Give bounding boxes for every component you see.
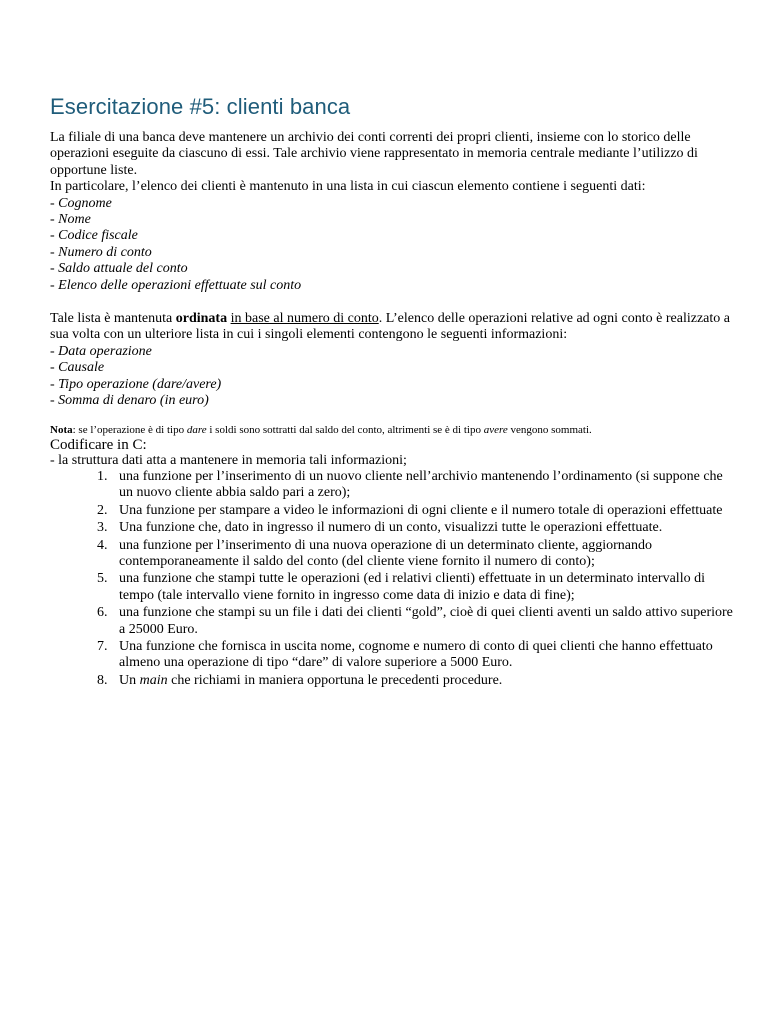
task-number: 8. (97, 672, 108, 688)
operation-fields-list (50, 344, 740, 410)
task-item (50, 520, 740, 536)
task-text: una funzione per l’inserimento di un nuovo cliente nell’archivio mantenendo l’ordinamento (si suppone che un nuovo cliente abbia saldo pari a zero); (119, 468, 723, 501)
task-text: Una funzione per stampare a video le informazioni di ogni cliente e il numero totale di operazioni effettuate (119, 502, 723, 518)
task-number: 3. (97, 520, 108, 536)
intro-paragraph-2: In particolare, l’elenco dei clienti è mantenuto in una lista in cui ciascun elemento contiene i seguenti dati: (50, 179, 646, 195)
task-text: una funzione per l’inserimento di una nuova operazione di un determinato cliente, aggiornando contemporaneamente il saldo del conto (del cliente viene fornito il numero di conto); (119, 537, 652, 569)
spacer (50, 294, 740, 311)
task-number: 1. (97, 468, 108, 484)
task-item (50, 469, 740, 502)
codify-heading: Codificare in C: (50, 436, 147, 453)
task-item (50, 673, 740, 689)
task-number: 2. (97, 502, 108, 518)
list-item: - Causale (50, 360, 105, 376)
task-item (50, 503, 740, 519)
list-item: - Cognome (50, 195, 112, 211)
note-dare-term: dare (186, 423, 207, 436)
task-number: 7. (97, 638, 108, 654)
list-item: - Saldo attuale del conto (50, 261, 188, 277)
task-number: 4. (97, 537, 108, 553)
task-main-term: main (139, 672, 168, 688)
note-text: vengono sommati. (507, 423, 592, 436)
list-item: - Nome (50, 212, 91, 228)
task-list (50, 469, 740, 689)
ordering-paragraph (50, 311, 740, 344)
note-paragraph (50, 423, 740, 437)
page-title: Esercitazione #5: clienti banca (50, 94, 351, 119)
ordering-underlined-text: in base al numero di conto (230, 311, 379, 327)
note-avere-term: avere (483, 423, 508, 436)
document-page (50, 92, 740, 690)
task-text: Una funzione che fornisca in uscita nome, cognome e numero di conto di quei clienti che hanno effettuato almeno una operazione di tipo “dare” di valore superiore a 5000 Euro. (119, 638, 713, 671)
task-item (50, 538, 740, 571)
struct-line: - la struttura dati atta a mantenere in memoria tali informazioni; (50, 452, 407, 468)
task-item (50, 605, 740, 638)
ordering-text: Tale lista è mantenuta (50, 311, 176, 327)
list-item: - Somma di denaro (in euro) (50, 393, 209, 409)
task-text: Un (119, 672, 140, 688)
ordering-bold-text: ordinata (175, 311, 228, 327)
task-number: 6. (97, 605, 108, 621)
spacer (50, 410, 740, 423)
list-item: - Data operazione (50, 343, 152, 359)
list-item: - Elenco delle operazioni effettuate sul conto (50, 277, 302, 293)
intro-paragraph: La filiale di una banca deve mantenere un archivio dei conti correnti dei propri clienti, insieme con lo storico delle operazioni eseguite da ciascuno di essi. Tale archivio viene rappresentato in memoria centrale mediante l’utilizzo di opportune liste. (50, 130, 698, 178)
note-text: : se l’operazione è di tipo (72, 423, 187, 436)
list-item: - Codice fiscale (50, 228, 138, 244)
list-item: - Tipo operazione (dare/avere) (50, 376, 222, 392)
list-item: - Numero di conto (50, 244, 152, 260)
task-text: che richiami in maniera opportuna le precedenti procedure. (167, 672, 503, 688)
note-text: i soldi sono sottratti dal saldo del conto, altrimenti se è di tipo (206, 423, 484, 436)
task-text: una funzione che stampi tutte le operazioni (ed i relativi clienti) effettuate in un determinato intervallo di tempo (tale intervallo viene fornito in ingresso come data di inizio e data di fine); (119, 571, 705, 603)
note-label: Nota (50, 423, 73, 436)
task-text: una funzione che stampi su un file i dati dei clienti “gold”, cioè di quei clienti aventi un saldo attivo superiore a 25000 Euro. (119, 605, 733, 637)
task-number: 5. (97, 571, 108, 587)
task-text: Una funzione che, dato in ingresso il numero di un conto, visualizzi tutte le operazioni effettuate. (119, 520, 663, 536)
ordering-text-end: . L’elenco delle operazioni relative ad ogni conto è realizzato a sua volta con un ulteriore lista in cui i singoli elementi contengono le seguenti informazioni: (50, 311, 730, 343)
task-item (50, 571, 740, 604)
task-item (50, 639, 740, 672)
client-fields-list (50, 196, 740, 294)
